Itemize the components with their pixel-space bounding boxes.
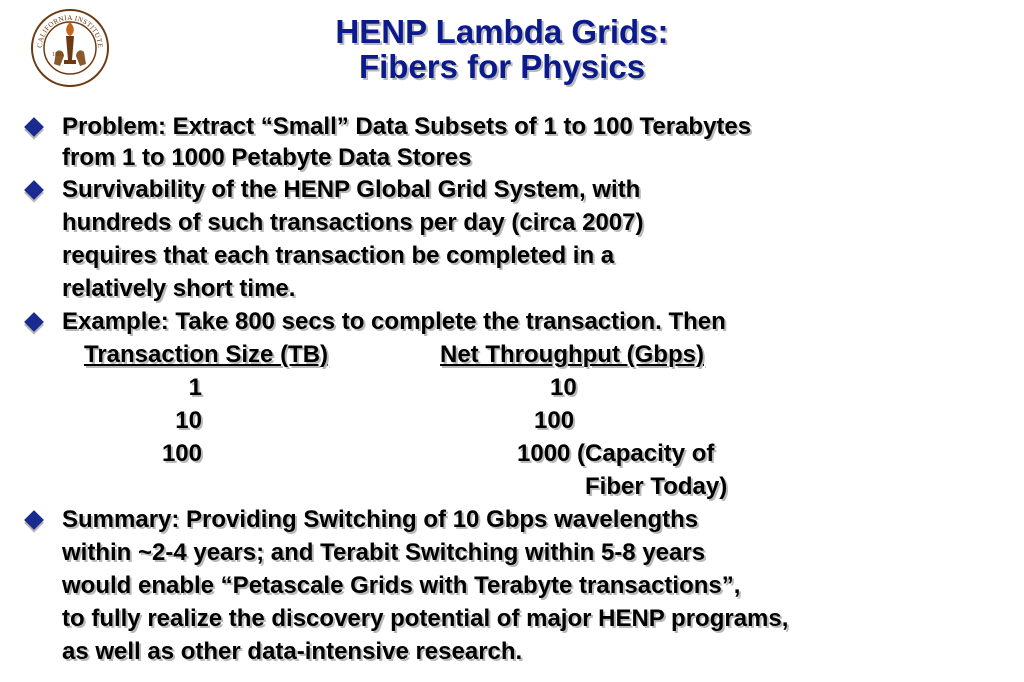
table-row-3-throughput: 1000 (Capacity of xyxy=(517,440,715,467)
table-note: Fiber Today) xyxy=(585,473,728,500)
bullet-4-line-1: Summary: Providing Switching of 10 Gbps wavelengths xyxy=(62,506,699,533)
table-row-1-size: 1 xyxy=(188,374,202,401)
bullet-2-line-4: relatively short time. xyxy=(62,275,296,302)
table-header-size: Transaction Size (TB) xyxy=(84,341,329,368)
bullet-diamond-icon xyxy=(24,312,44,332)
logo-text: CALIFORNIA INSTITUTE xyxy=(35,13,105,49)
bullet-4-line-3: would enable “Petascale Grids with Terabyte transactions”, xyxy=(62,572,741,599)
table-row-2-throughput: 100 xyxy=(534,407,575,434)
caltech-seal-icon xyxy=(30,8,110,88)
bullet-1-line-2: from 1 to 1000 Petabyte Data Stores xyxy=(62,144,472,171)
bullet-1-line-1: Problem: Extract “Small” Data Subsets of 1 to 100 Terabytes xyxy=(62,113,752,140)
bullet-4-line-5: as well as other data-intensive research. xyxy=(62,638,523,665)
bullet-diamond-icon xyxy=(24,510,44,530)
table-row-2-size: 10 xyxy=(175,407,202,434)
bullet-2-line-3: requires that each transaction be completed in a xyxy=(62,242,615,269)
bullet-3-line-1: Example: Take 800 secs to complete the transaction. Then xyxy=(62,308,726,335)
bullet-4-line-4: to fully realize the discovery potential of major HENP programs, xyxy=(62,605,789,632)
bullet-diamond-icon xyxy=(24,180,44,200)
bullet-4-line-2: within ~2-4 years; and Terabit Switching within 5-8 years xyxy=(62,539,706,566)
bullet-2-line-1: Survivability of the HENP Global Grid System, with xyxy=(62,176,641,203)
bullet-diamond-icon xyxy=(24,117,44,137)
table-row-3-size: 100 xyxy=(161,440,202,467)
table-header-throughput: Net Throughput (Gbps) xyxy=(440,341,704,368)
logo-year: 1891 xyxy=(52,52,64,58)
slide-title-line2: Fibers for Physics xyxy=(358,48,646,85)
table-row-1-throughput: 10 xyxy=(550,374,577,401)
bullet-2-line-2: hundreds of such transactions per day (circa 2007) xyxy=(62,209,644,236)
slide-title-line1: HENP Lambda Grids: xyxy=(335,13,669,50)
